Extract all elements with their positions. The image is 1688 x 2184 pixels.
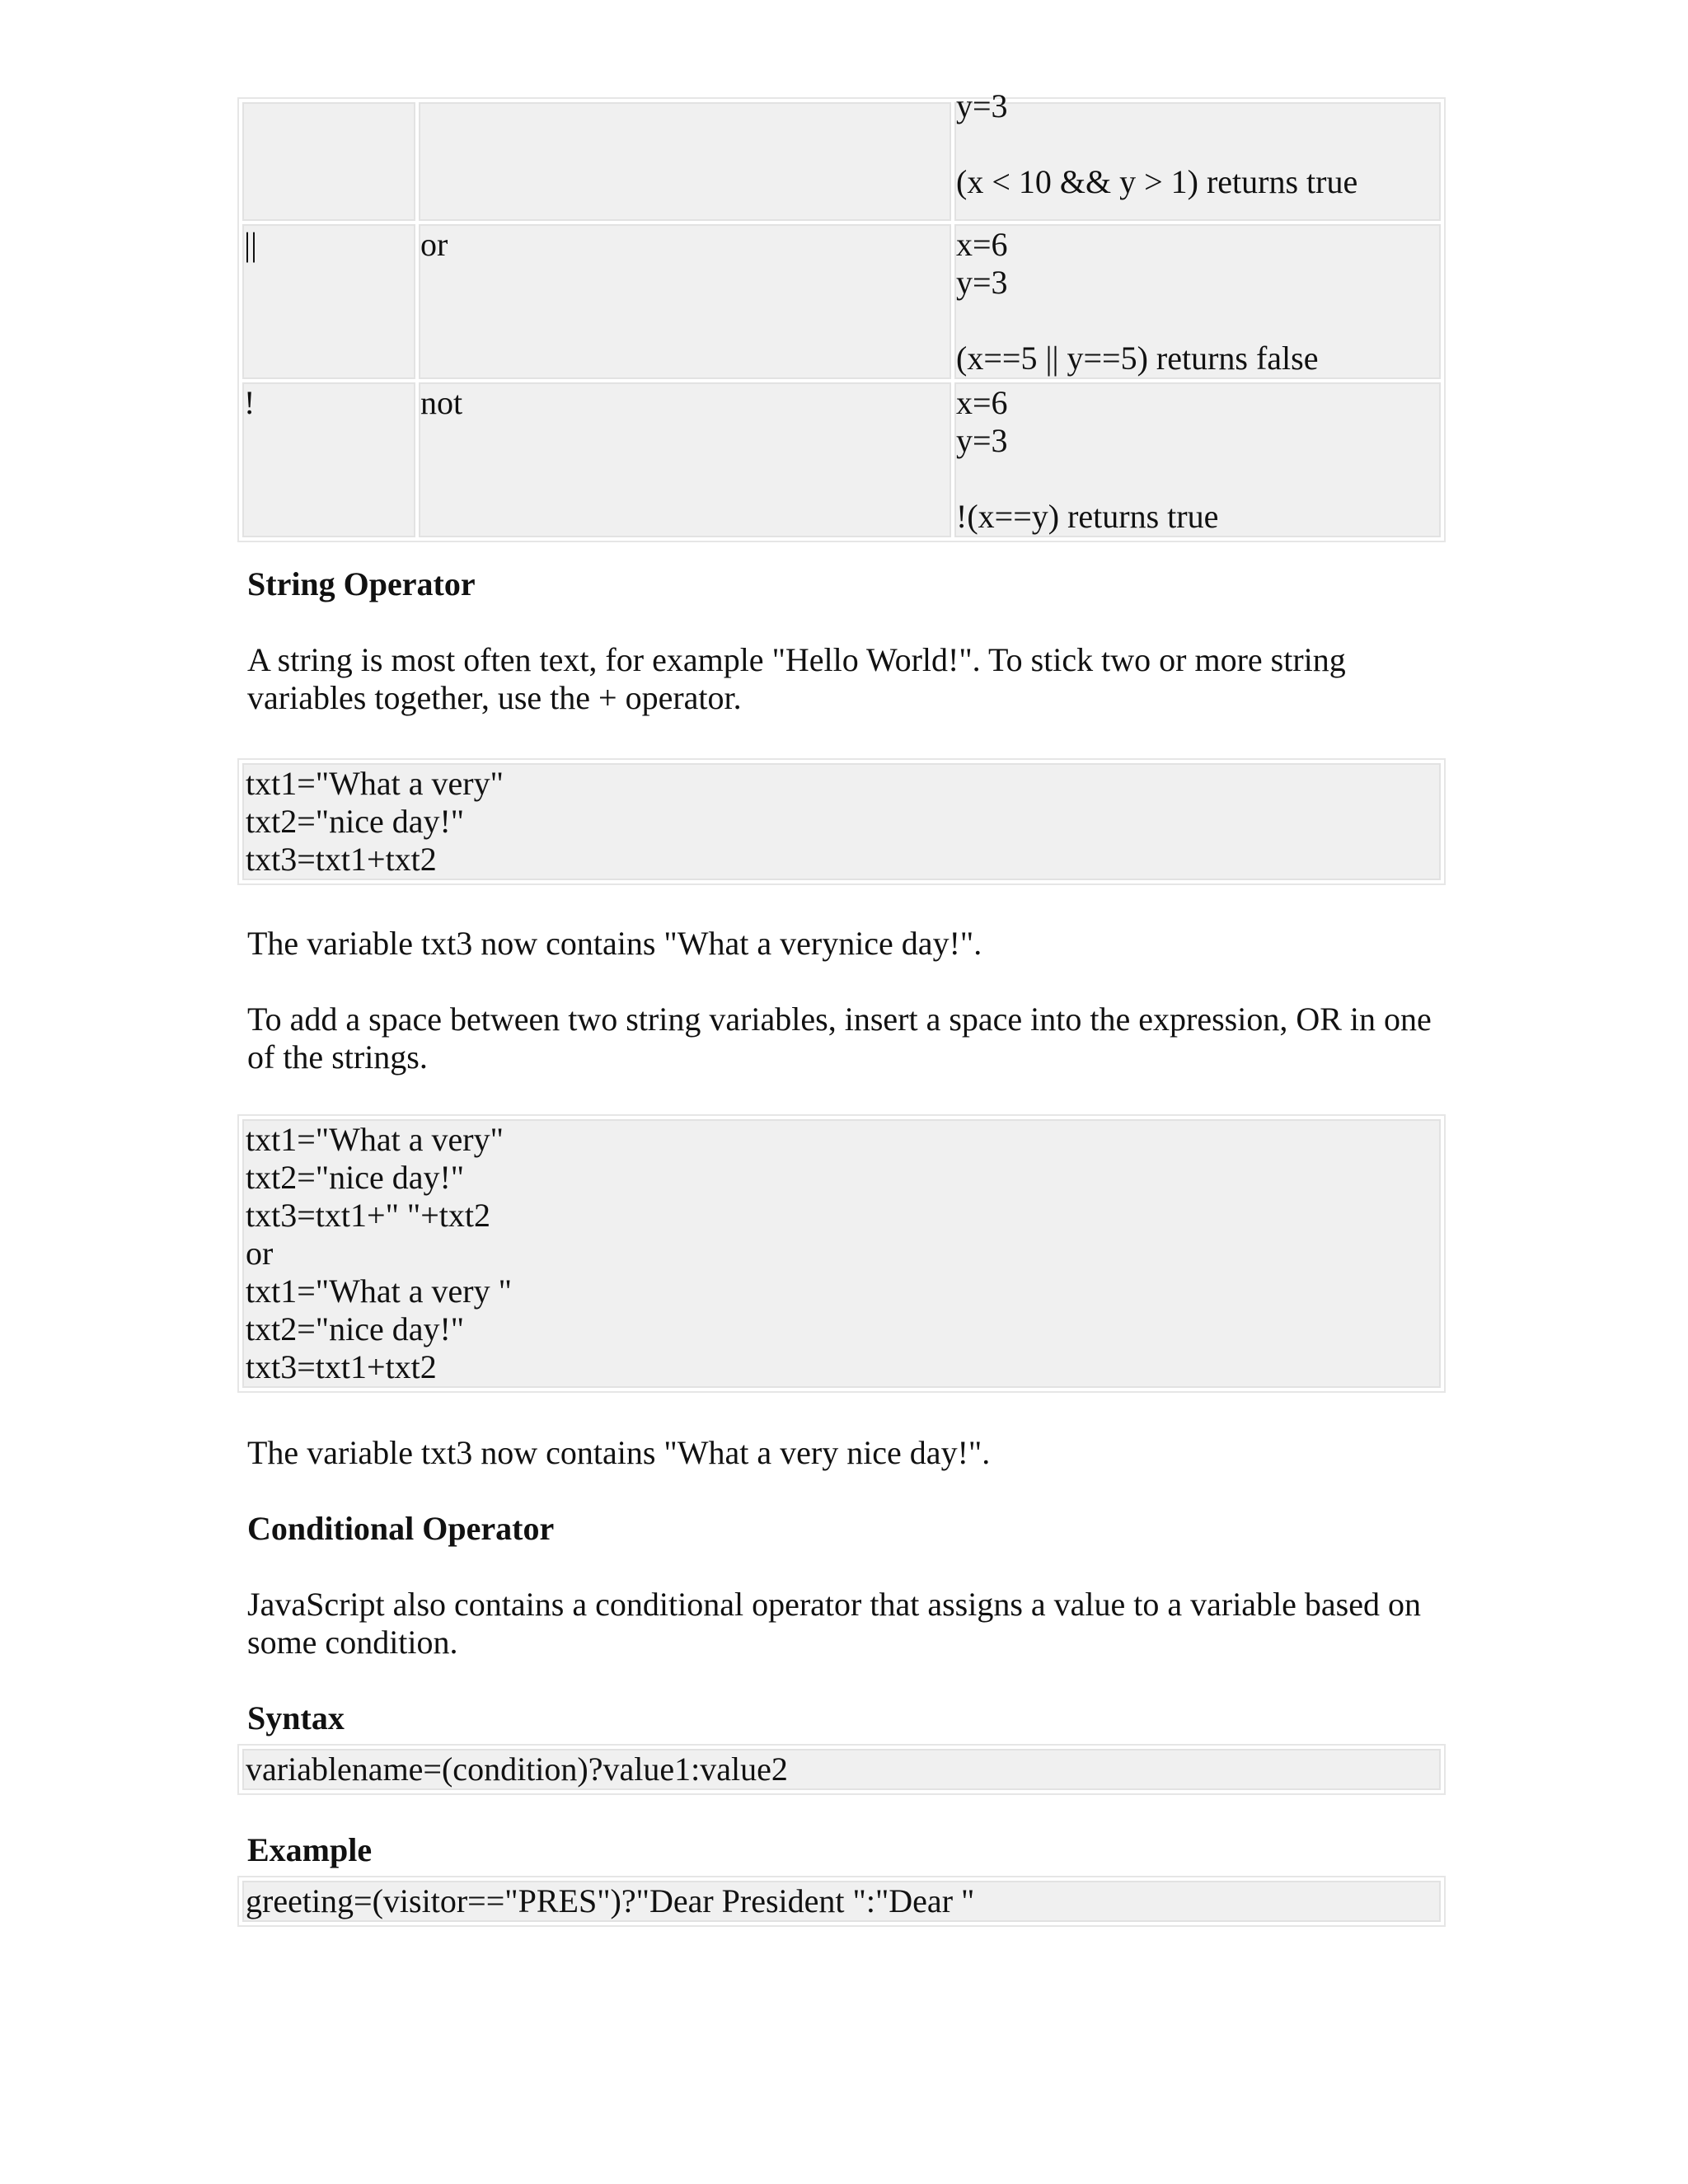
code-syntax xyxy=(237,1744,1446,1795)
code-line: txt3=txt1+" "+txt2 xyxy=(246,1197,491,1234)
string-operator-intro: A string is most often text, for example "Hello World!". To stick two or more string variables together, use the + operator. xyxy=(247,641,1346,716)
code-line: txt3=txt1+txt2 xyxy=(246,841,437,878)
conditional-operator-heading: Conditional Operator xyxy=(247,1510,555,1547)
code-example-space xyxy=(237,1114,1446,1393)
operator-cell: || xyxy=(242,224,415,379)
code-line: txt1="What a very" xyxy=(246,1121,504,1158)
example-line xyxy=(956,302,1439,340)
example-line: (x==5 || y==5) returns false xyxy=(956,340,1319,377)
example-cell xyxy=(954,382,1441,537)
concat-result-text: The variable txt3 now contains "What a verynice day!". xyxy=(247,925,982,962)
code-example-conditional xyxy=(237,1876,1446,1927)
example-line xyxy=(956,125,1439,163)
syntax-heading: Syntax xyxy=(247,1699,345,1736)
example-cell xyxy=(954,87,1441,221)
string-operator-heading: String Operator xyxy=(247,565,476,602)
example-cell xyxy=(954,224,1441,379)
example-line: y=3 xyxy=(956,264,1008,301)
code-line: or xyxy=(246,1235,274,1272)
code-line: variablename=(condition)?value1:value2 xyxy=(246,1750,788,1788)
code-example-concat xyxy=(237,758,1446,885)
example-line: (x < 10 && y > 1) returns true xyxy=(956,163,1358,200)
example-line: x=6 xyxy=(956,226,1008,263)
logical-operators-table xyxy=(237,87,1446,542)
example-line xyxy=(956,460,1439,498)
table-row xyxy=(242,87,1441,221)
code-line: txt2="nice day!" xyxy=(246,803,465,840)
code-line: txt2="nice day!" xyxy=(246,1310,465,1347)
space-note-text: To add a space between two string variables, insert a space into the expression, OR in one of the strings. xyxy=(247,1001,1432,1076)
example-line: y=3 xyxy=(956,87,1008,124)
description-cell xyxy=(419,102,951,221)
description-cell: not xyxy=(419,382,951,537)
example-line: x=6 xyxy=(956,384,1008,421)
code-line: txt1="What a very " xyxy=(246,1272,512,1310)
example-line: !(x==y) returns true xyxy=(956,498,1219,535)
description-cell: or xyxy=(419,224,951,379)
example-line: y=3 xyxy=(956,422,1008,459)
code-line: txt2="nice day!" xyxy=(246,1159,465,1196)
conditional-operator-intro: JavaScript also contains a conditional operator that assigns a value to a variable based on some condition. xyxy=(247,1586,1422,1661)
table-row xyxy=(242,382,1441,537)
operator-cell: ! xyxy=(242,382,415,537)
example-heading: Example xyxy=(247,1831,373,1868)
space-result-text: The variable txt3 now contains "What a very nice day!". xyxy=(247,1434,991,1471)
operator-cell xyxy=(242,102,415,221)
code-line: txt1="What a very" xyxy=(246,765,504,802)
code-line: txt3=txt1+txt2 xyxy=(246,1348,437,1385)
code-line: greeting=(visitor=="PRES")?"Dear President ":"Dear " xyxy=(246,1882,975,1919)
table-row xyxy=(242,224,1441,379)
